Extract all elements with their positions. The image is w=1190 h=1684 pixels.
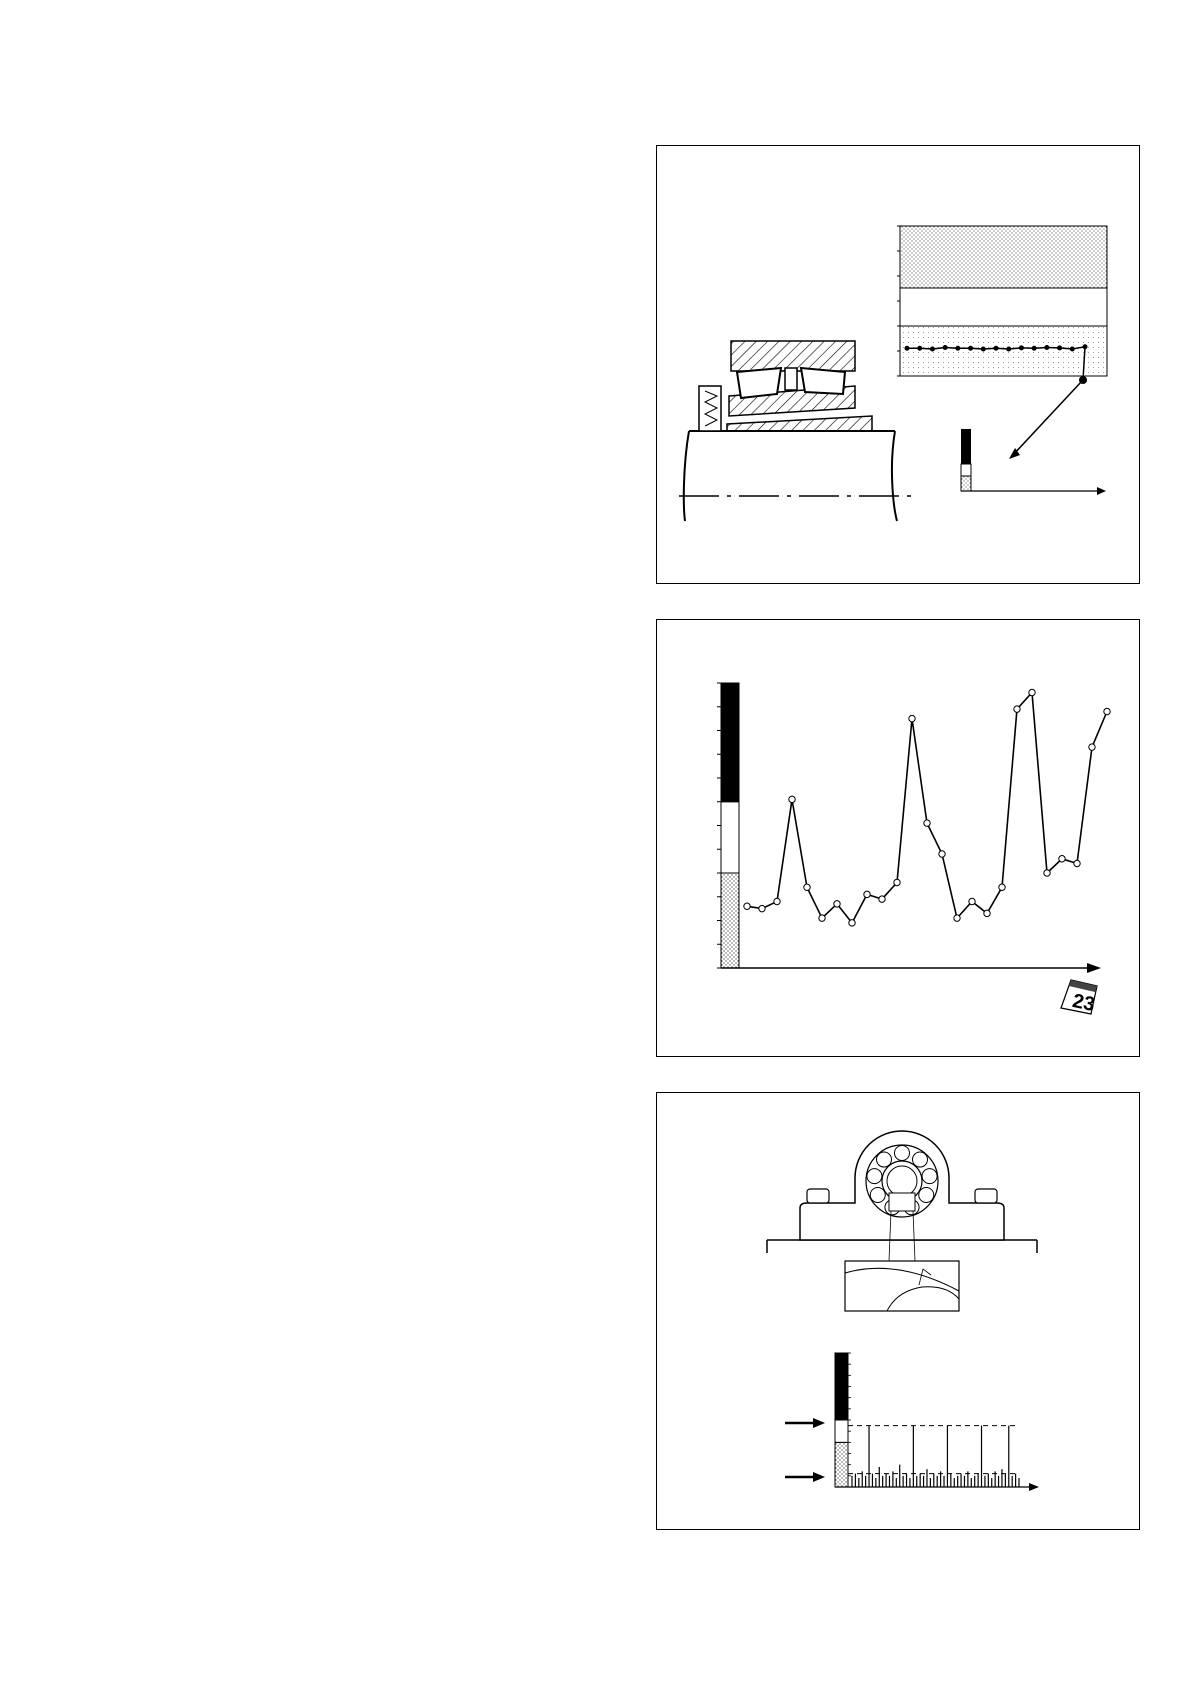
rolling-element [895, 1146, 910, 1161]
y-axis-ticks [717, 683, 721, 968]
data-point [905, 346, 910, 351]
calendar-icon [1061, 980, 1097, 1016]
data-point [1104, 708, 1110, 714]
data-point [1044, 870, 1050, 876]
data-point [1083, 344, 1088, 349]
x-axis-arrow [1087, 963, 1101, 973]
data-point [834, 901, 840, 907]
data-point [744, 903, 750, 909]
defect-area [889, 1193, 915, 1211]
rolling-element [922, 1169, 937, 1184]
alarm-zone [721, 683, 739, 802]
mini-caution-bar [961, 464, 971, 476]
outer-ring [731, 341, 855, 371]
defect-detail [845, 1261, 959, 1311]
cage [785, 368, 797, 390]
condition-trend-chart [657, 620, 1141, 1058]
data-point [1057, 345, 1062, 350]
data-point [981, 347, 986, 352]
condition-trend-panel [656, 619, 1140, 1057]
data-point [1089, 744, 1095, 750]
data-point [917, 346, 922, 351]
mini-x-arrow [1097, 487, 1106, 495]
mini-good-bar [961, 476, 971, 491]
rolling-element [867, 1169, 882, 1184]
caution-zone [835, 1420, 848, 1442]
rolling-element [919, 1188, 934, 1203]
reference-lines [848, 1426, 1019, 1474]
bearing-mounting-panel [656, 145, 1140, 584]
alarm-zone [900, 226, 1107, 288]
data-point [999, 884, 1005, 890]
arrow-right-icon [785, 1418, 825, 1428]
mini-alarm-bar [961, 429, 971, 464]
data-point [1019, 345, 1024, 350]
plummer-block-panel [656, 1092, 1140, 1530]
data-point [969, 898, 975, 904]
data-point [804, 884, 810, 890]
data-point [789, 796, 795, 802]
shaft [679, 431, 912, 521]
pointer-arrow [1012, 381, 1082, 456]
zone-bar [835, 1353, 848, 1487]
data-point [1044, 345, 1049, 350]
spherical-roller-bearing [729, 341, 855, 416]
plummer-block-figure [657, 1093, 1141, 1531]
data-point [1029, 689, 1035, 695]
data-point [984, 910, 990, 916]
bolt-right [975, 1189, 997, 1203]
rolling-element [877, 1152, 892, 1167]
data-point [1059, 856, 1065, 862]
condition-chart [897, 226, 1107, 459]
data-point [894, 879, 900, 885]
roller-right [801, 368, 845, 394]
data-point [994, 346, 999, 351]
data-point [1070, 347, 1075, 352]
data-point [954, 915, 960, 921]
svg-text:23: 23 [1070, 989, 1097, 1017]
data-point [759, 905, 765, 911]
data-point [930, 347, 935, 352]
data-point [939, 851, 945, 857]
mini-gauge [961, 429, 1106, 495]
caution-zone [721, 802, 739, 873]
data-point [909, 715, 915, 721]
good-zone [721, 873, 739, 968]
caution-zone [900, 288, 1107, 326]
data-point [1032, 346, 1037, 351]
arrow-right-icon [785, 1472, 825, 1482]
data-point [968, 346, 973, 351]
roller-left [737, 368, 781, 398]
trend-series [744, 689, 1110, 926]
rolling-element [912, 1152, 927, 1167]
alarm-zone [835, 1353, 848, 1420]
rolling-element [870, 1188, 885, 1203]
data-point [849, 920, 855, 926]
data-point [1074, 860, 1080, 866]
spectrum-bars [852, 1426, 1019, 1487]
data-point [1014, 706, 1020, 712]
x-axis-arrow [1029, 1483, 1039, 1491]
bearing-mounting-figure [657, 146, 1141, 585]
data-point [955, 346, 960, 351]
data-point [1006, 347, 1011, 352]
pointer-dot [1079, 376, 1087, 384]
data-point [774, 898, 780, 904]
data-point [879, 896, 885, 902]
plummer-block-housing [767, 1131, 1037, 1261]
trend-line [747, 693, 1107, 923]
zone-bar [721, 683, 739, 968]
bolt-left [807, 1189, 829, 1203]
data-point [864, 891, 870, 897]
good-zone [835, 1442, 848, 1487]
data-point [819, 915, 825, 921]
data-point [943, 345, 948, 350]
data-point [924, 820, 930, 826]
